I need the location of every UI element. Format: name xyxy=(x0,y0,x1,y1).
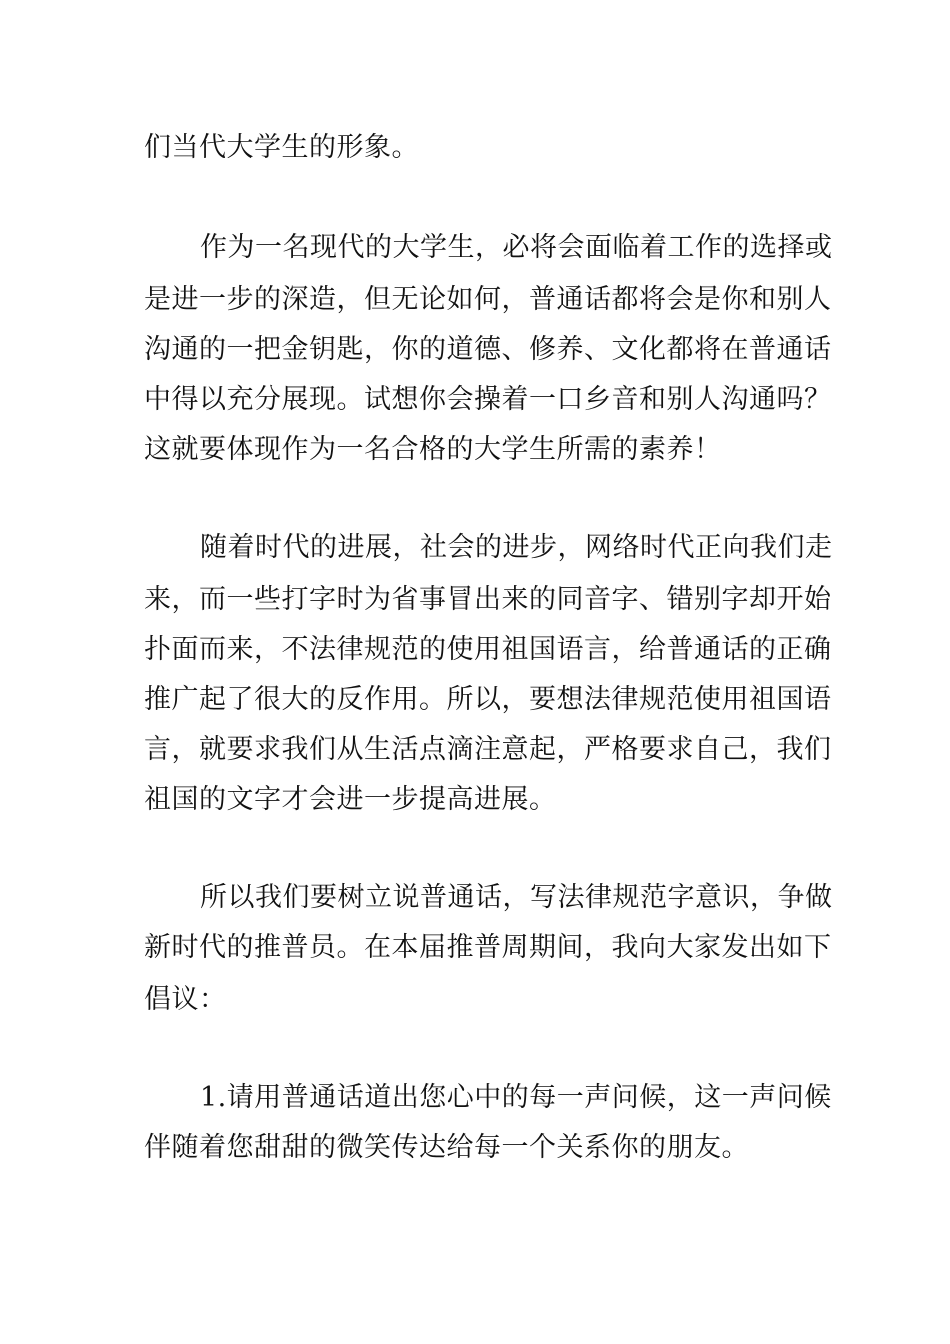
paragraph-3-line-3: 扑面而来，不法律规范的使用祖国语言，给普通话的正确 xyxy=(144,634,832,665)
paragraph-3-line-4: 推广起了很大的反作用。所以，要想法律规范使用祖国语 xyxy=(144,684,832,715)
paragraph-2-line-1: 作为一名现代的大学生，必将会面临着工作的选择或 xyxy=(200,232,833,263)
paragraph-1-line-1: 们当代大学生的形象。 xyxy=(144,132,419,163)
paragraph-2-line-4: 中得以充分展现。试想你会操着一口乡音和别人沟通吗？ xyxy=(144,384,832,415)
paragraph-5-line-2: 伴随着您甜甜的微笑传达给每一个关系你的朋友。 xyxy=(144,1132,749,1163)
paragraph-2-line-5: 这就要体现作为一名合格的大学生所需的素养！ xyxy=(144,434,722,465)
paragraph-4-line-2: 新时代的推普员。在本届推普周期间，我向大家发出如下 xyxy=(144,932,832,963)
paragraph-3-line-1: 随着时代的进展，社会的进步，网络时代正向我们走 xyxy=(200,532,833,563)
paragraph-5-line-1: 1.请用普通话道出您心中的每一声问候，这一声问候 xyxy=(200,1082,832,1113)
paragraph-3-line-6: 祖国的文字才会进一步提高进展。 xyxy=(144,784,557,815)
paragraph-2-line-2: 是进一步的深造，但无论如何，普通话都将会是你和别人 xyxy=(144,284,832,315)
paragraph-4-line-3: 倡议： xyxy=(144,984,227,1015)
paragraph-2-line-3: 沟通的一把金钥匙，你的道德、修养、文化都将在普通话 xyxy=(144,334,832,365)
paragraph-3-line-5: 言，就要求我们从生活点滴注意起，严格要求自己，我们 xyxy=(144,734,832,765)
paragraph-4-line-1: 所以我们要树立说普通话，写法律规范字意识，争做 xyxy=(200,882,833,913)
paragraph-3-line-2: 来，而一些打字时为省事冒出来的同音字、错别字却开始 xyxy=(144,584,832,615)
